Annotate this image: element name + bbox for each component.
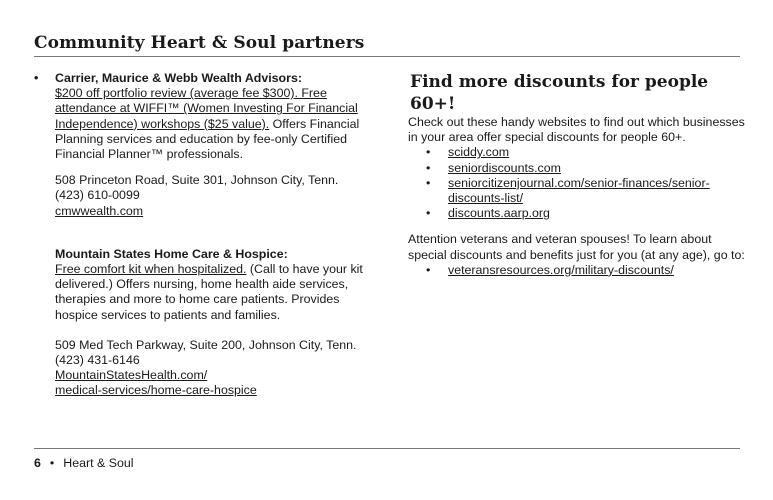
footer-divider (34, 448, 740, 449)
veterans-links-list (408, 263, 748, 278)
partner-offer-paragraph (55, 86, 364, 162)
discount-link[interactable]: sciddy.com (448, 145, 510, 160)
partner-phone: (423) 610-0099 (55, 188, 140, 203)
discount-link[interactable]: seniordiscounts.com (448, 160, 561, 175)
discount-links-list (408, 145, 748, 221)
partner-website-link[interactable]: medical-services/home-care-hospice (55, 383, 257, 398)
partner-offer-link[interactable]: Free comfort kit when hospitalized. (55, 262, 247, 277)
discounts-heading: Find more discounts for people 60+! (410, 72, 709, 114)
page-number: 6 (34, 456, 41, 470)
page-footer (34, 456, 134, 470)
partner-phone: (423) 431-6146 (55, 353, 140, 368)
partner-address: 509 Med Tech Parkway, Suite 200, Johnson City, Tenn. (55, 337, 357, 352)
discount-link[interactable]: seniorcitizenjournal.com/senior-finances/senior-discounts-list/ (448, 175, 710, 206)
partner-entry-cmw (34, 71, 364, 219)
partner-name: Carrier, Maurice & Webb Wealth Advisors: (55, 71, 302, 85)
bullet-icon: • (34, 71, 39, 85)
partner-address: 508 Princeton Road, Suite 301, Johnson City, Tenn. (55, 173, 339, 188)
list-item (426, 145, 748, 160)
partner-offer-paragraph (55, 262, 364, 323)
partner-name: Mountain States Home Care & Hospice: (55, 246, 288, 261)
footer-separator: • (49, 456, 55, 470)
list-item (426, 161, 748, 176)
veterans-text: Attention veterans and veteran spouses! To learn about special discounts and benefits just for you (at any age), go to: (408, 232, 745, 262)
discounts-intro: Check out these handy websites to find out which businesses in your area offer special discounts for people 60+. (408, 115, 745, 145)
partners-column (34, 71, 364, 399)
partner-offer-link[interactable]: $200 off portfolio review (average fee $300). Free attendance at WIFFI™ (Women Investing For Financial Independence) workshops ($25 value). (55, 86, 358, 131)
list-item (426, 176, 748, 206)
partner-description: Offers Financial Planning services and education by fee-only Certified Financial Planner™ professionals. (55, 116, 360, 162)
list-item (426, 206, 748, 221)
veterans-link[interactable]: veteransresources.org/military-discounts/ (448, 262, 674, 277)
header-divider (34, 56, 740, 57)
page-title: Community Heart & Soul partners (34, 33, 365, 53)
partner-description: (Call to have your kit delivered.) Offers nursing, home health aide services, therapies and more to home care patients. Provides hospice services to patients and families. (55, 262, 363, 322)
partner-website-link[interactable]: MountainStatesHealth.com/ (55, 368, 208, 383)
partner-website-link[interactable]: cmwwealth.com (55, 203, 144, 218)
list-item (426, 263, 748, 278)
discount-link[interactable]: discounts.aarp.org (448, 206, 550, 221)
discounts-column (408, 71, 748, 278)
partner-entry-mountain-states (34, 247, 364, 399)
publication-name: Heart & Soul (63, 456, 134, 470)
